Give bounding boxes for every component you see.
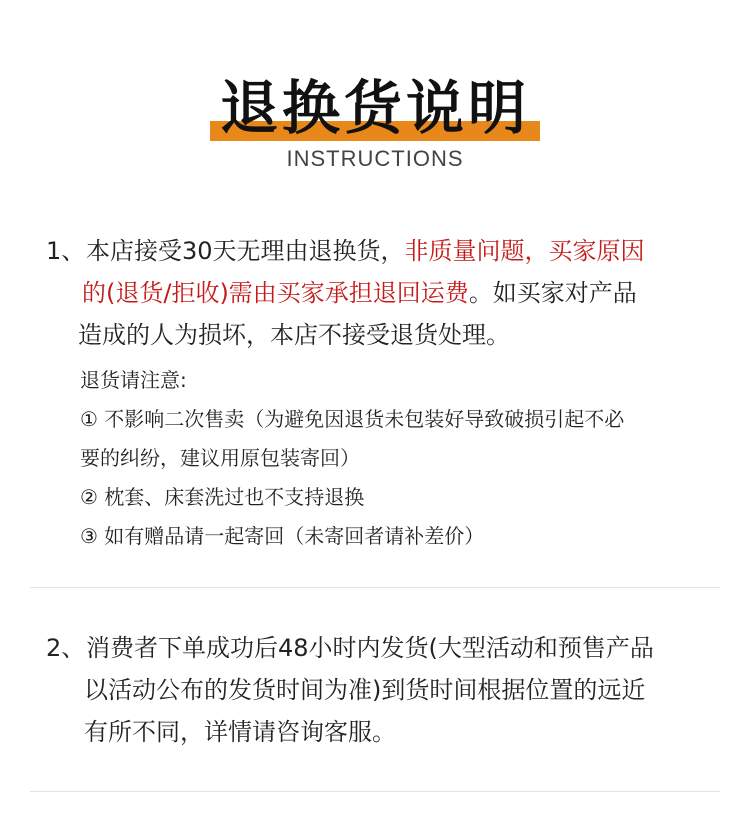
section-1-line-2-red: 的(退货/拒收)需由买家承担退回运费 <box>82 279 469 307</box>
notes-title: 退货请注意: <box>80 368 187 392</box>
note-item-1-cont: 要的纠纷，建议用原包装寄回） <box>80 446 360 470</box>
section-1-line-2 <box>82 272 637 314</box>
section-1-line-1 <box>86 230 645 272</box>
section-1-line-2-normal: 。如买家对产品 <box>468 279 637 307</box>
section-2-number: 2、 <box>46 634 86 662</box>
note-item-1: ① 不影响二次售卖（为避免因退货未包装好导致破损引起不必 <box>80 407 625 431</box>
page-subtitle: INSTRUCTIONS <box>286 146 464 171</box>
header <box>0 70 750 180</box>
note-item-3: ③ 如有赠品请一起寄回（未寄回者请补差价） <box>80 524 485 548</box>
section-1-line-1-red: 非质量问题，买家原因 <box>404 237 645 265</box>
section-1-number: 1、 <box>46 237 86 265</box>
note-item-2: ② 枕套、床套洗过也不支持退换 <box>80 485 365 509</box>
section-1-line-3: 造成的人为损坏，本店不接受退货处理。 <box>78 321 510 349</box>
divider-2 <box>30 791 720 792</box>
section-1-line-1-normal: 本店接受30天无理由退换货， <box>86 237 405 265</box>
page-title: 退换货说明 <box>219 74 530 142</box>
section-2-line-2: 以活动公布的发货时间为准)到货时间根据位置的远近 <box>84 676 646 704</box>
section-2-line-1: 消费者下单成功后48小时内发货(大型活动和预售产品 <box>86 634 654 662</box>
divider-1 <box>30 587 720 588</box>
section-2-line-3: 有所不同，详情请咨询客服。 <box>84 718 396 746</box>
